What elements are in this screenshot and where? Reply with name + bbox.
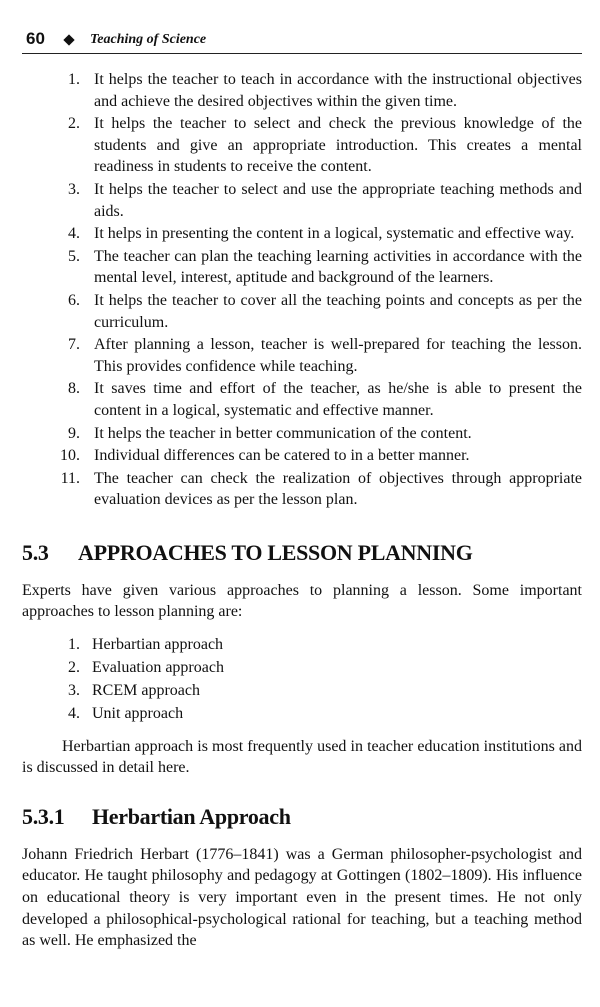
list-text: It helps the teacher to select and check the previous knowledge of the students and give an appropriate introduction. This creates a mental readiness in students to receive the content. [94,115,582,176]
list-number: 1. [68,71,80,88]
list-text: After planning a lesson, teacher is well-prepared for teaching the lesson. This provides confidence while teaching. [94,336,582,375]
list-item [22,634,582,656]
list-text: It helps the teacher to teach in accordance with the instructional objectives and achieve the desired objectives within the given time. [94,71,582,110]
list-item [22,334,582,377]
subsection-number: 5.3.1 [22,803,65,829]
herbartian-body-paragraph: Johann Friedrich Herbart (1776–1841) was a German philosopher-psychologist and educator. He taught philosophy and pedagogy at Gottingen (1802–1809). His influence on educational theory is very important even in the present times. He not only developed a philosophical-psychological rational for teaching, but a teaching method as well. He emphasized the [22,845,582,950]
list-text: It saves time and effort of the teacher, as he/she is able to present the content in a logical, systematic and effective manner. [94,380,582,419]
list-text: Herbartian approach [92,636,224,654]
list-number: 3. [68,682,80,700]
subsection-title: Herbartian Approach [92,803,291,829]
section-number: 5.3 [22,539,49,565]
list-number: 11. [60,469,80,487]
list-item [22,468,582,511]
list-item [22,445,582,467]
list-text: Evaluation approach [92,659,224,677]
list-text: It helps the teacher in better communication of the content. [94,424,472,442]
section-heading-5-3 [22,540,582,566]
list-number: 2. [68,115,80,133]
list-text: It helps the teacher to select and use the appropriate teaching methods and aids. [94,180,582,220]
list-text: The teacher can check the realization of objectives through appropriate evaluation devices as per the lesson plan. [94,469,582,509]
list-item [22,703,582,725]
running-title: Teaching of Science [90,32,207,47]
list-text: RCEM approach [92,682,200,700]
list-number: 6. [68,291,80,309]
approaches-list [22,634,582,725]
list-text: Unit approach [92,705,184,723]
section-closing-paragraph: Herbartian approach is most frequently used in teacher education institutions and is discussed in detail here. [22,737,582,777]
list-number: 4. [68,705,80,723]
list-number: 5. [68,247,80,265]
list-item [22,423,582,445]
advantages-list [22,69,582,511]
list-text: Individual differences can be catered to in a better manner. [94,447,470,465]
page-content [22,69,582,952]
section-title: APPROACHES TO LESSON PLANNING [78,539,473,565]
list-text: It helps the teacher to cover all the teaching points and concepts as per the curriculum. [94,291,582,331]
running-header [22,29,582,54]
section-intro-paragraph: Experts have given various approaches to planning a lesson. Some important approaches to lesson planning are: [22,581,582,621]
list-number: 2. [68,659,80,677]
list-number: 4. [68,225,80,243]
list-item [22,113,582,178]
list-item [22,680,582,702]
list-number: 9. [68,424,80,442]
list-item [22,223,582,245]
list-text: The teacher can plan the teaching learning activities in accordance with the mental level, interest, aptitude and background of the learners. [94,247,582,287]
list-item [22,179,582,222]
list-item [22,378,582,421]
list-number: 8. [68,380,80,398]
diamond-bullet-icon [63,34,74,45]
subsection-heading-5-3-1 [22,804,582,830]
list-number: 1. [68,636,80,654]
list-number: 3. [68,180,80,198]
list-number: 10. [60,447,80,465]
list-text: It helps in presenting the content in a logical, systematic and effective way. [94,225,575,243]
list-item [22,657,582,679]
list-item [22,290,582,333]
list-number: 7. [68,336,80,354]
list-item [22,246,582,289]
page-number: 60 [26,29,45,48]
list-item [22,69,582,112]
